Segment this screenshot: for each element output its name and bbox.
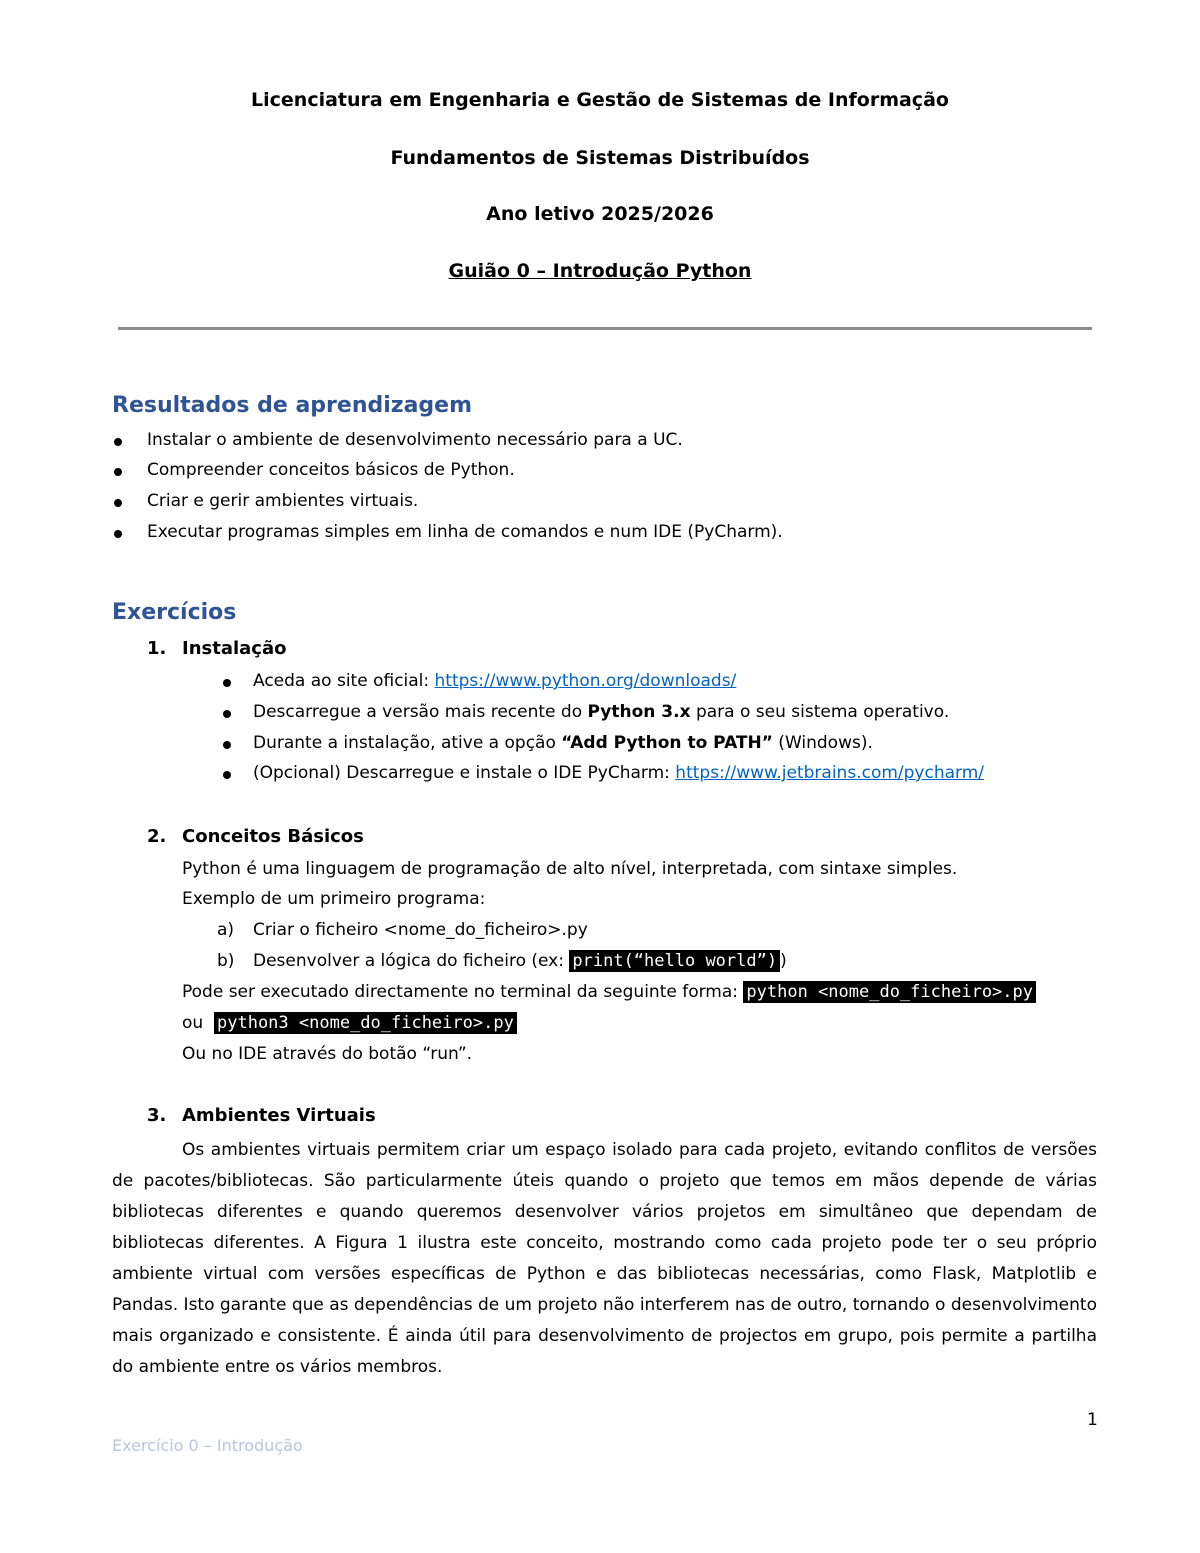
section-number: 2.	[147, 826, 167, 847]
bullet-icon	[114, 530, 122, 538]
exercises-heading: Exercícios	[112, 600, 237, 625]
pycharm-download-link[interactable]: https://www.jetbrains.com/pycharm/	[675, 763, 984, 783]
code-snippet: python <nome_do_ficheiro>.py	[743, 981, 1036, 1003]
run-instructions-alt: ou python3 <nome_do_ficheiro>.py	[182, 1013, 517, 1033]
installation-heading: Instalação	[182, 638, 287, 659]
install-step: Durante a instalação, ative a opção “Add Python to PATH” (Windows).	[253, 733, 873, 753]
bullet-icon	[114, 499, 122, 507]
footer-label: Exercício 0 – Introdução	[112, 1436, 303, 1455]
bullet-icon	[223, 710, 231, 718]
install-step: (Opcional) Descarregue e instale o IDE PyCharm: https://www.jetbrains.com/pycharm/	[253, 763, 984, 783]
bullet-icon	[114, 468, 122, 476]
horizontal-divider	[118, 327, 1092, 330]
concepts-text: Python é uma linguagem de programação de alto nível, interpretada, com sintaxe simples.	[182, 859, 958, 879]
concepts-text: Exemplo de um primeiro programa:	[182, 889, 486, 909]
bullet-icon	[223, 741, 231, 749]
install-step: Aceda ao site oficial: https://www.python.org/downloads/	[253, 671, 737, 691]
python-download-link[interactable]: https://www.python.org/downloads/	[434, 671, 737, 691]
step-label: b)	[217, 951, 235, 971]
learning-item: Instalar o ambiente de desenvolvimento necessário para a UC.	[147, 430, 683, 450]
basic-concepts-heading: Conceitos Básicos	[182, 826, 364, 847]
learning-item: Criar e gerir ambientes virtuais.	[147, 491, 419, 511]
step-label: a)	[217, 920, 235, 940]
academic-year: Ano letivo 2025/2026	[486, 203, 714, 225]
code-snippet: print(“hello world”)	[569, 950, 780, 972]
page-number: 1	[1087, 1410, 1098, 1430]
course-title: Fundamentos de Sistemas Distribuídos	[390, 147, 810, 169]
guide-title: Guião 0 – Introdução Python	[448, 260, 752, 282]
run-instructions: Pode ser executado directamente no terminal da seguinte forma: python <nome_do_ficheiro>.py	[182, 982, 1036, 1002]
code-snippet: python3 <nome_do_ficheiro>.py	[214, 1012, 517, 1034]
step-text: Desenvolver a lógica do ficheiro (ex: print(“hello world”) )	[253, 951, 787, 971]
virtual-envs-paragraph: Os ambientes virtuais permitem criar um espaço isolado para cada projeto, evitando conflitos de versões de pacotes/bibliotecas. São particularmente úteis quando o projeto que temos em mãos depende de várias bibliotecas diferentes e quando queremos desenvolver vários projetos em simultâneo que dependam de bibliotecas diferentes. A Figura 1 ilustra este conceito, mostrando como cada projeto pode ter o seu próprio ambiente virtual com versões específicas de Python e das bibliotecas necessárias, como Flask, Matplotlib e Pandas. Isto garante que as dependências de um projeto não interferem nas de outro, tornando o desenvolvimento mais organizado e consistente. É ainda útil para desenvolvimento de projectos em grupo, pois permite a partilha do ambiente entre os vários membros.	[112, 1140, 1097, 1377]
bullet-icon	[114, 438, 122, 446]
section-number: 3.	[147, 1105, 167, 1126]
program-title: Licenciatura em Engenharia e Gestão de Sistemas de Informação	[251, 89, 949, 111]
section-number: 1.	[147, 638, 167, 659]
ide-instructions: Ou no IDE através do botão “run”.	[182, 1044, 473, 1064]
step-text: Criar o ficheiro <nome_do_ficheiro>.py	[253, 920, 588, 940]
learning-outcomes-heading: Resultados de aprendizagem	[112, 393, 473, 418]
bullet-icon	[223, 679, 231, 687]
learning-item: Compreender conceitos básicos de Python.	[147, 460, 515, 480]
learning-item: Executar programas simples em linha de comandos e num IDE (PyCharm).	[147, 522, 783, 542]
bullet-icon	[223, 771, 231, 779]
virtual-envs-heading: Ambientes Virtuais	[182, 1105, 376, 1126]
install-step: Descarregue a versão mais recente do Python 3.x para o seu sistema operativo.	[253, 702, 950, 722]
